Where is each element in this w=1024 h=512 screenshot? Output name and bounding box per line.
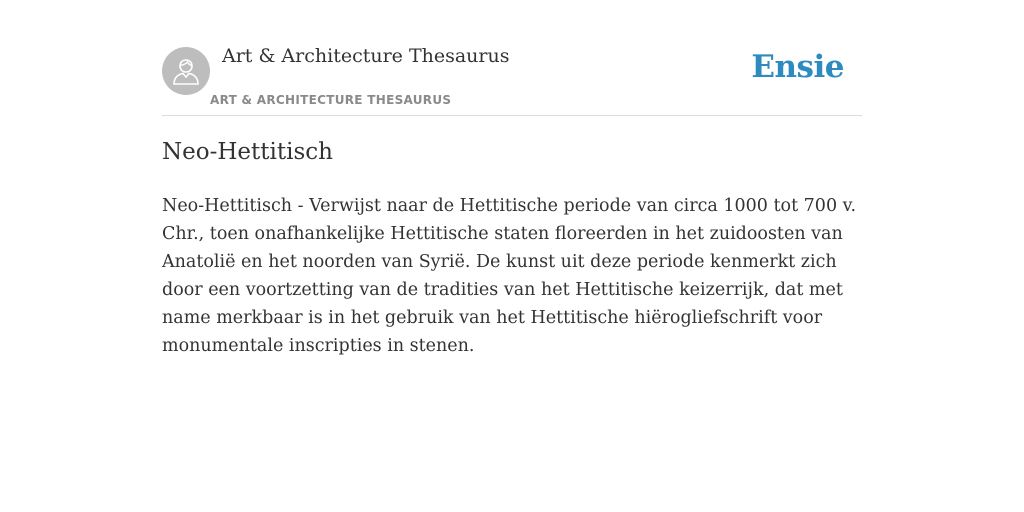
entry-title: Neo-Hettitisch bbox=[162, 139, 333, 165]
entry-description: Neo-Hettitisch - Verwijst naar de Hettitische periode van circa 1000 tot 700 v. Chr., toen onafhankelijke Hettitische staten floreerden in het zuidoosten van Anatolië en het noorden van Syrië. De kunst uit deze periode kenmerkt zich door een voortzetting van de tradities van het Hettitische keizerrijk, dat met name merkbaar is in het gebruik van het Hettitische hiërogliefschrift voor monumentale inscripties in stenen. bbox=[162, 196, 857, 356]
user-icon bbox=[171, 56, 201, 86]
entry-header bbox=[162, 0, 862, 116]
brand-logo[interactable]: Ensie bbox=[751, 49, 844, 85]
author-name[interactable]: Art & Architecture Thesaurus bbox=[222, 45, 510, 67]
author-avatar[interactable] bbox=[162, 47, 210, 95]
page-container bbox=[162, 0, 862, 356]
source-label[interactable]: ART & ARCHITECTURE THESAURUS bbox=[210, 93, 452, 107]
